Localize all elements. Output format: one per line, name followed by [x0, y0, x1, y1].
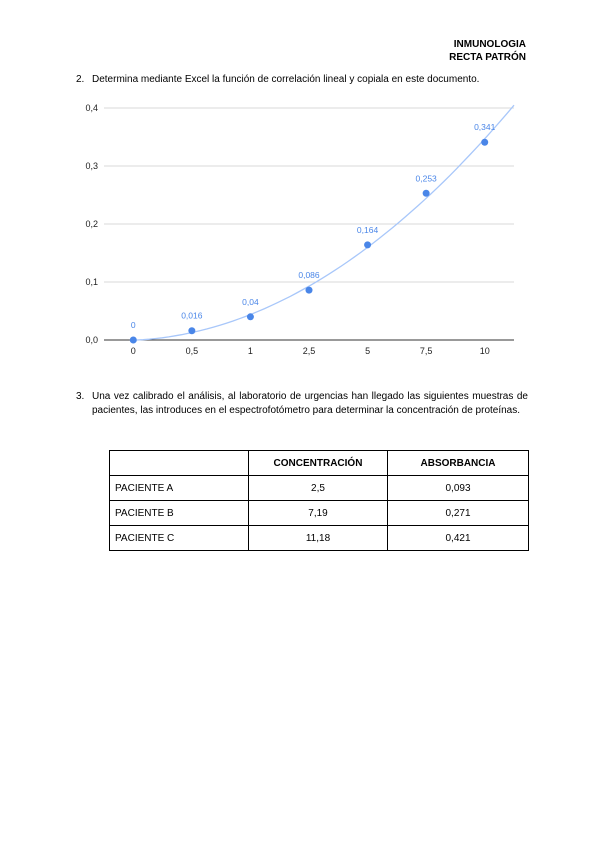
data-label: 0,164: [356, 224, 379, 235]
y-tick-label: 0,3: [85, 161, 98, 171]
data-label: 0,253: [415, 173, 437, 184]
concentration-cell: 7,19: [249, 501, 388, 526]
concentration-cell: 11,18: [249, 526, 388, 551]
data-label: 0,086: [298, 270, 320, 281]
subject-title: INMUNOLOGIA: [453, 39, 526, 50]
x-tick-label: 10: [479, 346, 490, 356]
y-tick-label: 0,0: [85, 335, 98, 345]
section-title: RECTA PATRÓN: [449, 52, 526, 63]
data-point: [364, 241, 371, 248]
data-point: [423, 190, 430, 197]
concentration-cell: 2,5: [249, 476, 388, 501]
patient-name-cell: PACIENTE A: [110, 476, 249, 501]
table-header-row: [110, 451, 529, 476]
patient-name-cell: PACIENTE B: [110, 501, 249, 526]
data-label: 0,341: [474, 122, 496, 133]
column-header-absorbance: ABSORBANCIA: [388, 451, 529, 476]
y-tick-label: 0,2: [85, 219, 98, 229]
data-label: 0: [130, 320, 136, 330]
x-tick-label: 0: [130, 346, 136, 356]
question-text: Determina mediante Excel la función de correlación lineal y copiala en este documento.: [92, 74, 480, 85]
document-header: [449, 38, 526, 64]
absorbance-cell: 0,421: [388, 526, 529, 551]
x-tick-label: 1: [247, 346, 253, 356]
question-text: Una vez calibrado el análisis, al laboratorio de urgencias han llegado las siguientes muestras de pacientes, las introduces en el espectrofotómetro para determinar la concentración de proteínas.: [92, 391, 528, 416]
question-number: 3.: [76, 391, 85, 402]
column-header-concentration: CONCENTRACIÓN: [249, 451, 388, 476]
data-point: [247, 313, 254, 320]
trendline: [130, 105, 514, 340]
column-header-patient: [110, 451, 249, 476]
table-row: [110, 501, 529, 526]
patients-table: [109, 450, 529, 551]
data-point: [306, 287, 313, 294]
x-tick-label: 7,5: [419, 346, 433, 356]
data-label: 0,016: [181, 310, 203, 321]
table-row: [110, 526, 529, 551]
y-tick-label: 0,4: [85, 103, 98, 113]
question-number: 2.: [76, 74, 85, 85]
data-point: [130, 337, 137, 344]
patient-name-cell: PACIENTE C: [110, 526, 249, 551]
data-point: [481, 139, 488, 146]
x-tick-label: 0,5: [185, 346, 199, 356]
calibration-chart: [84, 100, 524, 365]
x-tick-label: 2,5: [302, 346, 316, 356]
x-tick-label: 5: [365, 346, 371, 356]
data-point: [188, 327, 195, 334]
y-tick-label: 0,1: [85, 277, 98, 287]
data-label: 0,04: [242, 296, 259, 307]
absorbance-cell: 0,093: [388, 476, 529, 501]
absorbance-cell: 0,271: [388, 501, 529, 526]
table-row: [110, 476, 529, 501]
